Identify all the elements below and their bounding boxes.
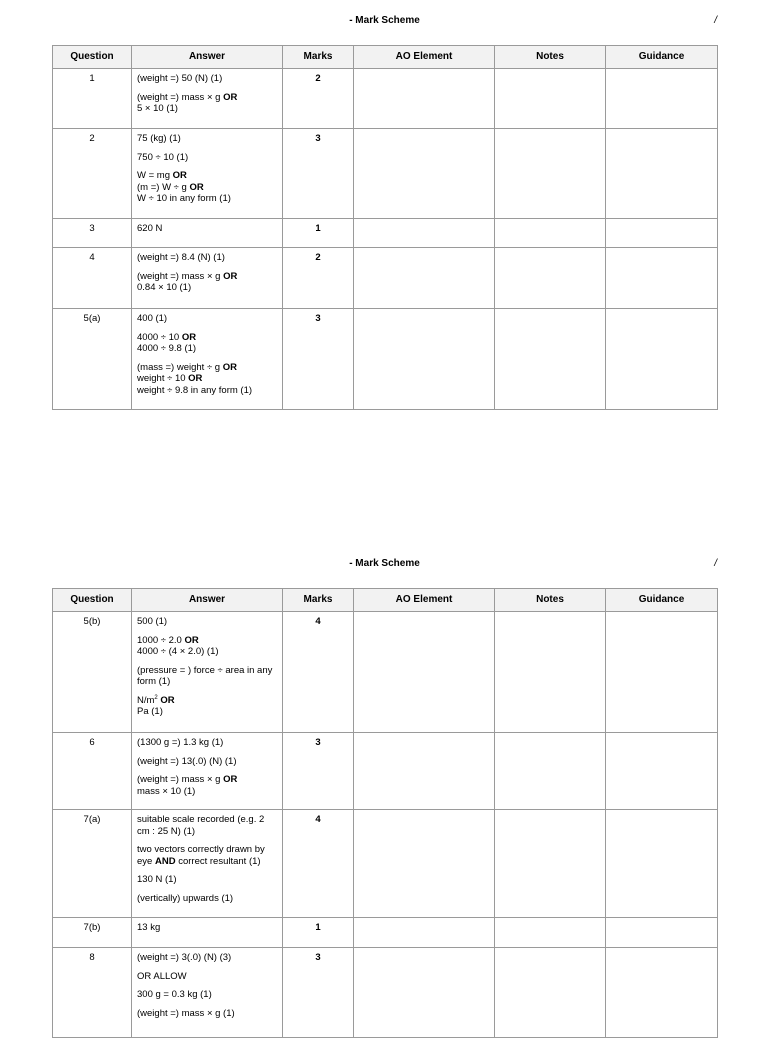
notes-cell bbox=[495, 129, 606, 219]
notes-cell bbox=[495, 248, 606, 309]
answer-paragraph: 400 (1) bbox=[137, 313, 168, 324]
answer-cell bbox=[132, 810, 283, 918]
marks-cell: 2 bbox=[283, 248, 354, 309]
marks-cell: 3 bbox=[283, 309, 354, 410]
table-row bbox=[53, 309, 718, 410]
answer-paragraph: (weight =) 13(.0) (N) (1) bbox=[137, 755, 237, 767]
notes-cell bbox=[495, 69, 606, 129]
table-row bbox=[53, 129, 718, 219]
guidance-cell bbox=[606, 219, 718, 248]
guidance-cell bbox=[606, 733, 718, 810]
guidance-cell bbox=[606, 810, 718, 918]
guidance-cell bbox=[606, 948, 718, 1038]
answer-cell bbox=[132, 219, 283, 248]
column-header-guidance: Guidance bbox=[606, 46, 718, 69]
answer-cell bbox=[132, 948, 283, 1038]
answer-paragraph: 620 N bbox=[137, 223, 163, 234]
answer-paragraph: 1000 ÷ 2.0 OR 4000 ÷ (4 × 2.0) (1) bbox=[137, 634, 219, 657]
ao-element-cell bbox=[354, 810, 495, 918]
question-cell: 2 bbox=[53, 129, 132, 219]
ao-element-cell bbox=[354, 248, 495, 309]
answer-paragraph: 500 (1) bbox=[137, 616, 168, 627]
answer-paragraph: (weight =) mass × g OR 5 × 10 (1) bbox=[137, 91, 238, 114]
table-row bbox=[53, 733, 718, 810]
answer-paragraph: (weight =) mass × g (1) bbox=[137, 1007, 235, 1019]
mark-scheme-table bbox=[52, 588, 718, 1038]
question-cell: 8 bbox=[53, 948, 132, 1038]
column-header-marks: Marks bbox=[283, 589, 354, 612]
table-row bbox=[53, 948, 718, 1038]
guidance-cell bbox=[606, 918, 718, 948]
ao-element-cell bbox=[354, 612, 495, 733]
marks-cell: 4 bbox=[283, 810, 354, 918]
table-row bbox=[53, 810, 718, 918]
answer-paragraph: (weight =) 8.4 (N) (1) bbox=[137, 252, 225, 263]
question-cell: 1 bbox=[53, 69, 132, 129]
answer-paragraph: (1300 g =) 1.3 kg (1) bbox=[137, 737, 224, 748]
notes-cell bbox=[495, 810, 606, 918]
question-cell: 7(b) bbox=[53, 918, 132, 948]
notes-cell bbox=[495, 612, 606, 733]
answer-paragraph: (mass =) weight ÷ g OR weight ÷ 10 OR weight ÷ 9.8 in any form (1) bbox=[137, 361, 253, 396]
guidance-cell bbox=[606, 69, 718, 129]
question-cell: 3 bbox=[53, 219, 132, 248]
ao-element-cell bbox=[354, 129, 495, 219]
marks-cell: 3 bbox=[283, 948, 354, 1038]
column-header-guidance: Guidance bbox=[606, 589, 718, 612]
answer-cell bbox=[132, 612, 283, 733]
answer-paragraph: W = mg OR (m =) W ÷ g OR W ÷ 10 in any form (1) bbox=[137, 170, 231, 204]
guidance-cell bbox=[606, 612, 718, 733]
column-header-ao-element: AO Element bbox=[354, 46, 495, 69]
column-header-answer: Answer bbox=[132, 46, 283, 69]
answer-paragraph: (weight =) mass × g OR 0.84 × 10 (1) bbox=[137, 270, 238, 293]
table-row bbox=[53, 248, 718, 309]
column-header-marks: Marks bbox=[283, 46, 354, 69]
notes-cell bbox=[495, 219, 606, 248]
header-title: - Mark Scheme bbox=[349, 15, 420, 26]
marks-cell: 2 bbox=[283, 69, 354, 129]
table-header-row bbox=[53, 589, 718, 612]
marks-cell: 4 bbox=[283, 612, 354, 733]
answer-cell bbox=[132, 129, 283, 219]
notes-cell bbox=[495, 309, 606, 410]
question-cell: 4 bbox=[53, 248, 132, 309]
table-row bbox=[53, 69, 718, 129]
table-row bbox=[53, 219, 718, 248]
answer-paragraph: OR ALLOW bbox=[137, 970, 187, 982]
answer-paragraph: (weight =) 3(.0) (N) (3) bbox=[137, 952, 232, 963]
guidance-cell bbox=[606, 248, 718, 309]
marks-cell: 3 bbox=[283, 129, 354, 219]
answer-cell bbox=[132, 248, 283, 309]
ao-element-cell bbox=[354, 69, 495, 129]
mark-scheme-table bbox=[52, 45, 718, 410]
ao-element-cell bbox=[354, 948, 495, 1038]
ao-element-cell bbox=[354, 733, 495, 810]
page-header bbox=[52, 15, 717, 29]
question-cell: 6 bbox=[53, 733, 132, 810]
column-header-ao-element: AO Element bbox=[354, 589, 495, 612]
marks-cell: 3 bbox=[283, 733, 354, 810]
table-row bbox=[53, 612, 718, 733]
answer-paragraph: 750 ÷ 10 (1) bbox=[137, 151, 189, 163]
column-header-notes: Notes bbox=[495, 46, 606, 69]
answer-paragraph: 130 N (1) bbox=[137, 874, 177, 885]
ao-element-cell bbox=[354, 309, 495, 410]
page-marker: / bbox=[714, 15, 717, 26]
column-header-question: Question bbox=[53, 589, 132, 612]
answer-paragraph: two vectors correctly drawn by eye AND correct resultant (1) bbox=[137, 844, 265, 867]
answer-paragraph: 4000 ÷ 10 OR 4000 ÷ 9.8 (1) bbox=[137, 331, 197, 354]
column-header-answer: Answer bbox=[132, 589, 283, 612]
ao-element-cell bbox=[354, 918, 495, 948]
column-header-notes: Notes bbox=[495, 589, 606, 612]
answer-cell bbox=[132, 733, 283, 810]
answer-paragraph: (weight =) mass × g OR mass × 10 (1) bbox=[137, 774, 238, 797]
question-cell: 7(a) bbox=[53, 810, 132, 918]
question-cell: 5(b) bbox=[53, 612, 132, 733]
answer-paragraph: $N/m^2$ OR Pa (1) bbox=[137, 694, 175, 717]
answer-paragraph: (pressure = ) force ÷ area in any form (1) bbox=[137, 664, 273, 687]
table-header-row bbox=[53, 46, 718, 69]
answer-cell bbox=[132, 918, 283, 948]
answer-paragraph: (vertically) upwards (1) bbox=[137, 892, 234, 904]
notes-cell bbox=[495, 733, 606, 810]
answer-cell bbox=[132, 69, 283, 129]
page-header bbox=[52, 558, 717, 572]
answer-paragraph: suitable scale recorded (e.g. 2 cm : 25 N) (1) bbox=[137, 814, 265, 837]
guidance-cell bbox=[606, 309, 718, 410]
header-title: - Mark Scheme bbox=[349, 558, 420, 569]
question-cell: 5(a) bbox=[53, 309, 132, 410]
marks-cell: 1 bbox=[283, 219, 354, 248]
notes-cell bbox=[495, 918, 606, 948]
answer-paragraph: 75 (kg) (1) bbox=[137, 133, 181, 144]
ao-element-cell bbox=[354, 219, 495, 248]
answer-paragraph: 300 g = 0.3 kg (1) bbox=[137, 989, 212, 1000]
column-header-question: Question bbox=[53, 46, 132, 69]
page-marker: / bbox=[714, 558, 717, 569]
marks-cell: 1 bbox=[283, 918, 354, 948]
answer-cell bbox=[132, 309, 283, 410]
answer-paragraph: (weight =) 50 (N) (1) bbox=[137, 73, 223, 84]
guidance-cell bbox=[606, 129, 718, 219]
table-row bbox=[53, 918, 718, 948]
notes-cell bbox=[495, 948, 606, 1038]
answer-paragraph: 13 kg bbox=[137, 922, 161, 933]
